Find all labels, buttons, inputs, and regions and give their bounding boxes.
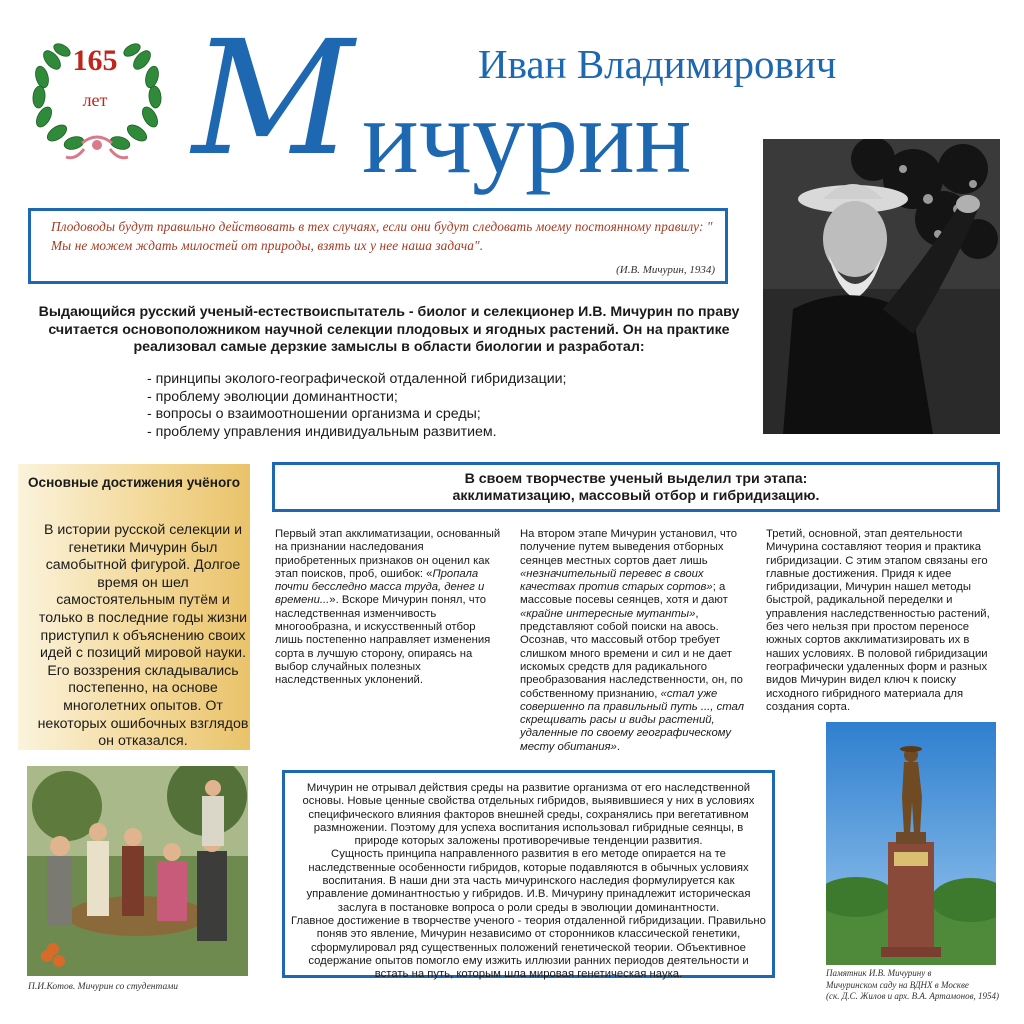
painting-caption: П.И.Котов. Мичурин со студентами <box>28 982 179 992</box>
text-run: ; а массовые посевы сеянцев, хотя и дают <box>520 581 728 607</box>
achievements-text: В истории русской селекции и генетики Мичурин был самобытной фигурой. Долгое время он шел самостоятельным путём и только в последние годы жизни приступил к объяснению своих идей с позиций мировой науки. Его воззрения складывались постепенно, на основе многолетних опытов. От некоторых ошибочных взглядов он отказался. <box>37 522 249 750</box>
monument-photo <box>826 722 996 965</box>
monument-caption <box>826 968 1022 1003</box>
quote-run: «незначительный перевес в своих качествах против старых сортов» <box>520 567 713 594</box>
bottom-paragraph: Сущность принципа направленного развития в его методе опирается на те наследственные особенности гибридов, которые подавляются в обычных условиях воспитания. В наши дни эта часть мичуринского наследия формулируется как управление доминантностью у гибридов. И.В. Мичурину принадлежит историческая заслуга в постановке вопроса о роли среды в эволюции доминантности. <box>306 848 751 914</box>
intro-paragraph: Выдающийся русский ученый-естествоиспытатель - биолог и селекционер И.В. Мичурин по праву считается основоположником научной селекции плодовых и ягодных растений. Он на практике реализовал самые дерзкие замыслы в области биологии и разработал: <box>38 304 740 355</box>
text-run: , представляют собой поиски на авось. Осознав, что массовый отбор требует слишком много времени и сил и не дает искомых средств для радикального преобразования наследственности, он, по собственному признанию, <box>520 607 743 700</box>
list-item: - проблему управления индивидуальным развитием. <box>147 423 497 440</box>
years-word: лет <box>82 90 108 110</box>
stage-two-column <box>520 528 746 754</box>
quote-run: Пропала почти бесследно масса труда, денег и времени... <box>275 567 485 607</box>
caption-line: Памятник И.В. Мичурину в <box>826 968 932 978</box>
text-run: На втором этапе Мичурин установил, что получение путем выведения отборных сеянцев местных сортов дает лишь <box>520 528 738 567</box>
quote-run: «крайне интересные мутанты» <box>520 607 696 620</box>
list-item: - проблему эволюции доминантности; <box>147 388 398 405</box>
achievements-title: Основные достижения учёного <box>27 475 241 490</box>
surname-initial: М <box>192 7 354 191</box>
stages-heading-box <box>272 462 1000 512</box>
stage-three-column: Третий, основной, этап деятельности Мичурина составляют теория и практика гибридизации. С этим этапом связаны его главные достижения. Придя к идее гибридизации, Мичурин нашел методы быстрой, радикальной переделки и управления наследственностью растений, без чего нельзя при простом переносе южных сортов акклиматизировать их в наших условиях. В половой гибридизации географически удаленных форм и разных видов Мичурин видел ключ к поиску исходного гибридного материала для создания сорта. <box>766 528 990 713</box>
text-run: ». Вскоре Мичурин понял, что наследственная изменчивость многообразна, и искусственный отбор лишь постепенно направляет изменения сорта в лучшую сторону, опираясь на выбор случайных полезных наследственных уклонений. <box>275 594 491 687</box>
painting-image <box>27 766 248 976</box>
quote-run: «стал уже совершенно па правильный путь ..., стал скрещивать расы и виды растений, удаленные по своему географическому месту обитания» <box>520 687 745 753</box>
achievements-panel <box>18 464 250 750</box>
text-run: . <box>616 740 620 753</box>
quote-author: (И.В. Мичурин, 1934) <box>616 264 715 276</box>
bottom-text-box <box>282 770 775 981</box>
quote-box <box>28 208 728 284</box>
years-number: 165 <box>72 44 118 77</box>
quote-text: Плодоводы будут правильно действовать в тех случаях, если они будут следовать моему постоянному правилу: " Мы не можем ждать милостей от природы, взять их у нее наша задача". <box>51 219 713 253</box>
bottom-paragraph: Главное достижение в творчестве ученого - теория отдаленной гибридизации. Правильно поняв это явление, Мичурин независимо от сторонников классической генетики, сформулировал ряд существенных положений генетической теории. Объективное содержание опытов помогло ему изжить иллюзии ранних периодов деятельности и встать на путь, которым шла мировая генетическая наука. <box>291 914 766 981</box>
bottom-paragraph: Мичурин не отрывал действия среды на развитие организма от его наследственной основы. Новые ценные свойства отдельных гибридов, выявившиеся у них в условиях специфического влияния факторов внешней среды, сохранялись при вегетативном размножении. Поэтому для успеха воспитания использовал гибридные сеянцы, в природе которых заложены противоречивые тенденции развития. <box>302 782 755 848</box>
caption-line: Мичуринском саду на ВДНХ в Москве <box>826 979 969 990</box>
text-run: Первый этап акклиматизации, основанный на признании наследования приобретенных признаков он оценил как этап поисков, проб, ошибок: « <box>275 528 501 580</box>
list-item: - принципы эколого-географической отдаленной гибридизации; <box>147 371 567 387</box>
stage-one-column <box>275 528 501 688</box>
first-names: Иван Владимирович <box>478 41 837 87</box>
list-item: - вопросы о взаимоотношении организма и среды; <box>147 406 481 422</box>
stages-heading-line1: В своем творчестве ученый выделил три этапа: <box>464 471 808 487</box>
portrait-photo <box>763 139 1000 434</box>
stages-heading-line2: акклиматизацию, массовый отбор и гибридизацию. <box>452 488 820 504</box>
caption-line: (ск. Д.С. Жилов и арх. В.А. Артамонов, 1954) <box>826 991 1000 1001</box>
surname: ичурин <box>362 78 692 195</box>
contributions-list <box>147 371 707 441</box>
